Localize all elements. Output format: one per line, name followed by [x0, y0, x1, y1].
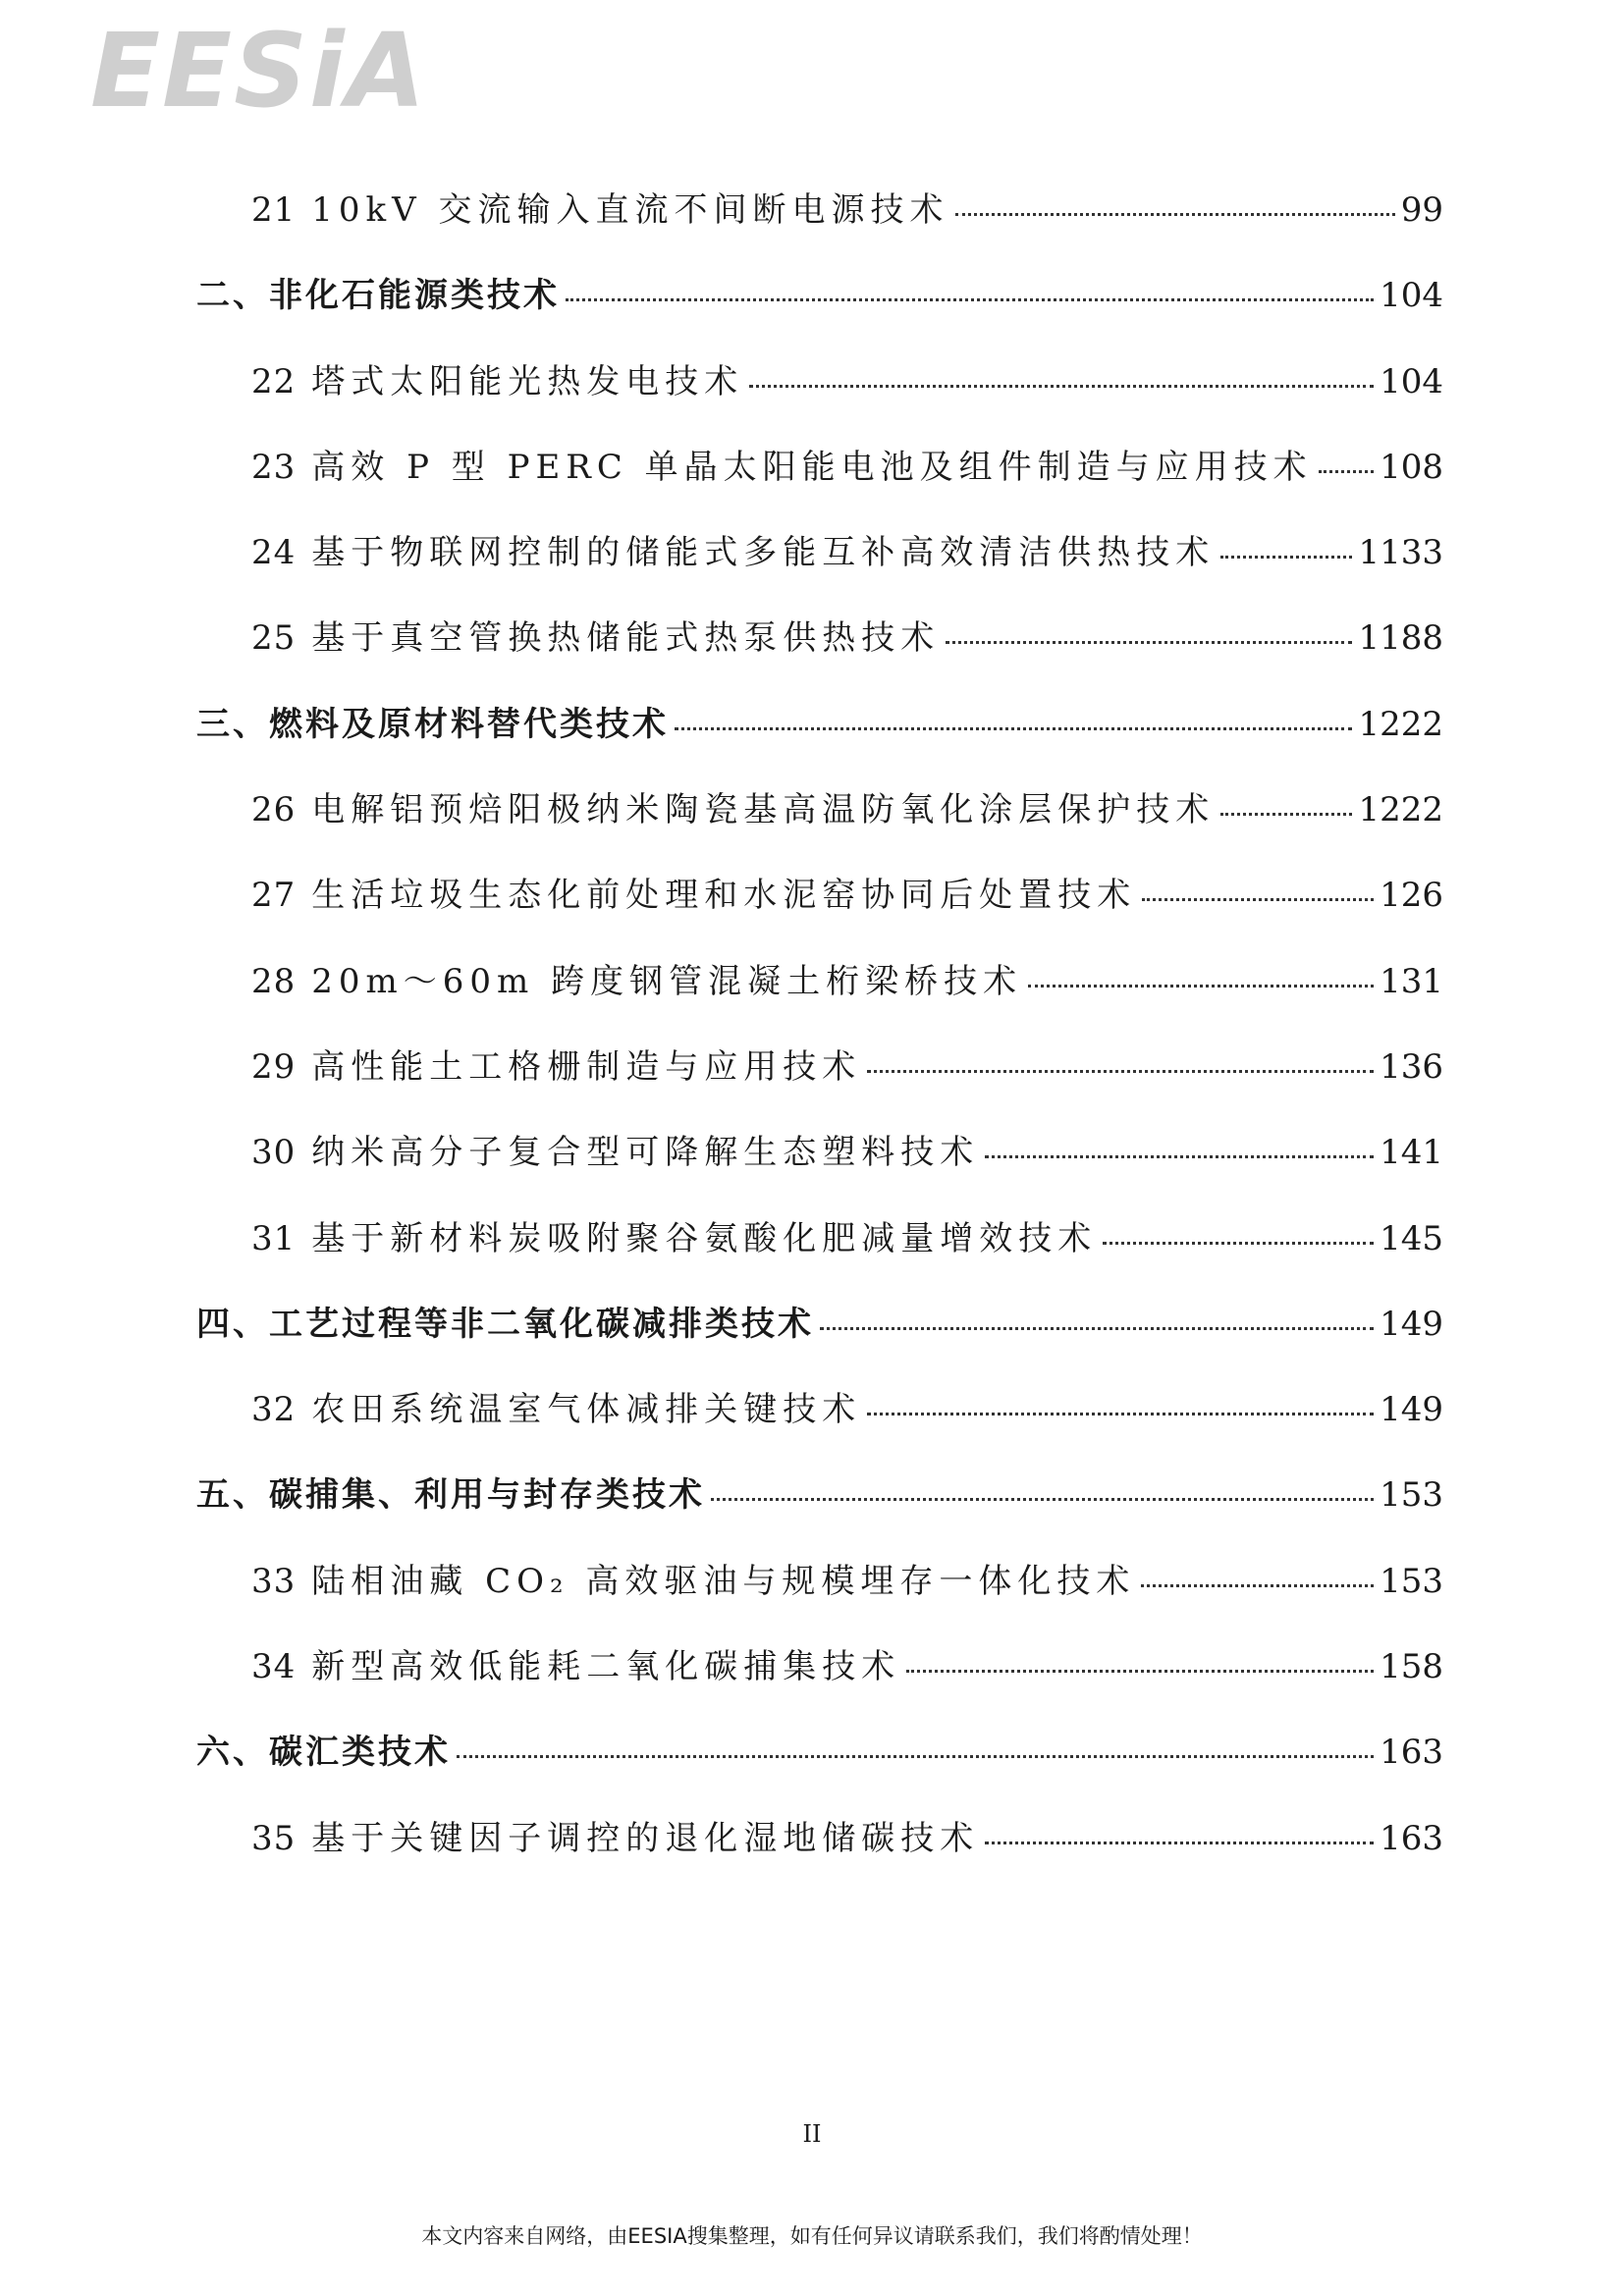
toc-item-title: 生活垃圾生态化前处理和水泥窑协同后处置技术	[311, 876, 1137, 916]
table-of-contents	[196, 183, 1443, 1896]
toc-item-row[interactable]	[196, 183, 1443, 268]
toc-item-title: 塔式太阳能光热发电技术	[311, 361, 744, 401]
toc-item-title: 基于物联网控制的储能式多能互补高效清洁供热技术	[311, 533, 1216, 573]
toc-item-row[interactable]	[196, 1125, 1443, 1210]
toc-item-row[interactable]	[196, 954, 1443, 1040]
dot-leader	[1142, 898, 1374, 901]
dot-leader	[985, 1842, 1374, 1844]
toc-item-number: 34	[251, 1647, 297, 1687]
toc-page-number: 104	[1380, 361, 1443, 401]
toc-item-number: 32	[251, 1390, 297, 1430]
toc-page-number: 1222	[1358, 790, 1443, 830]
toc-item-number: 26	[251, 790, 297, 830]
toc-item-number: 24	[251, 533, 297, 573]
toc-item-title: 纳米高分子复合型可降解生态塑料技术	[311, 1133, 980, 1173]
dot-leader	[1220, 813, 1352, 816]
toc-section-title: 五、碳捕集、利用与封存类技术	[196, 1475, 705, 1516]
toc-item-row[interactable]	[196, 1639, 1443, 1725]
toc-item-title: 20m～60m 跨度钢管混凝土桁梁桥技术	[311, 961, 1023, 1001]
toc-item-number: 22	[251, 361, 297, 401]
toc-page-number: 163	[1380, 1818, 1443, 1858]
dot-leader	[566, 298, 1374, 301]
toc-item-row[interactable]	[196, 868, 1443, 953]
dot-leader	[985, 1155, 1374, 1158]
toc-item-title: 高性能土工格栅制造与应用技术	[311, 1046, 862, 1087]
page-number: II	[802, 2120, 822, 2148]
toc-page-number: 141	[1380, 1133, 1443, 1173]
toc-page-number: 1188	[1358, 618, 1443, 659]
dot-leader	[1220, 556, 1352, 559]
dot-leader	[675, 727, 1352, 730]
toc-section-row[interactable]	[196, 1468, 1443, 1553]
toc-item-title: 基于关键因子调控的退化湿地储碳技术	[311, 1818, 980, 1858]
toc-section-row[interactable]	[196, 268, 1443, 353]
toc-section-row[interactable]	[196, 697, 1443, 782]
dot-leader	[711, 1498, 1374, 1501]
toc-page-number: 104	[1380, 276, 1443, 316]
dot-leader	[955, 213, 1395, 216]
dot-leader	[867, 1413, 1374, 1415]
dot-leader	[820, 1327, 1374, 1330]
toc-page-number: 145	[1380, 1218, 1443, 1258]
footer-disclaimer: 本文内容来自网络，由EESIA搜集整理，如有任何异议请联系我们，我们将酌情处理！	[421, 2224, 1203, 2248]
toc-item-number: 35	[251, 1818, 297, 1858]
toc-item-title: 新型高效低能耗二氧化碳捕集技术	[311, 1647, 901, 1687]
toc-page-number: 136	[1380, 1046, 1443, 1087]
dot-leader	[1141, 1584, 1374, 1587]
toc-item-number: 28	[251, 961, 297, 1001]
toc-item-title: 基于真空管换热储能式热泵供热技术	[311, 618, 941, 659]
toc-item-row[interactable]	[196, 354, 1443, 440]
toc-page-number: 131	[1380, 961, 1443, 1001]
toc-page-number: 126	[1380, 876, 1443, 916]
toc-item-title: 农田系统温室气体减排关键技术	[311, 1390, 862, 1430]
dot-leader	[906, 1670, 1374, 1673]
toc-item-row[interactable]	[196, 1382, 1443, 1468]
toc-item-number: 21	[251, 190, 297, 230]
toc-page-number: 153	[1380, 1475, 1443, 1516]
toc-item-number: 23	[251, 447, 297, 487]
dot-leader	[867, 1070, 1374, 1073]
toc-item-title: 基于新材料炭吸附聚谷氨酸化肥减量增效技术	[311, 1218, 1098, 1258]
dot-leader	[749, 385, 1374, 388]
dot-leader	[1103, 1242, 1374, 1245]
toc-page-number: 163	[1380, 1733, 1443, 1773]
toc-item-row[interactable]	[196, 1811, 1443, 1896]
toc-page-number: 108	[1380, 447, 1443, 487]
dot-leader	[946, 641, 1352, 644]
toc-section-title: 四、工艺过程等非二氧化碳减排类技术	[196, 1304, 814, 1344]
toc-page-number: 99	[1400, 190, 1443, 230]
toc-item-number: 25	[251, 618, 297, 659]
toc-item-title: 10kV 交流输入直流不间断电源技术	[311, 190, 949, 230]
toc-section-title: 三、燃料及原材料替代类技术	[196, 704, 669, 744]
toc-page-number: 158	[1380, 1647, 1443, 1687]
toc-item-row[interactable]	[196, 1211, 1443, 1297]
toc-item-number: 33	[251, 1561, 297, 1601]
toc-page-number: 149	[1380, 1390, 1443, 1430]
eesia-logo: EESiA	[90, 11, 428, 131]
toc-page-number: 1133	[1358, 533, 1443, 573]
toc-section-row[interactable]	[196, 1725, 1443, 1810]
toc-item-number: 31	[251, 1218, 297, 1258]
dot-leader	[1319, 470, 1374, 473]
toc-item-title: 陆相油藏 CO₂ 高效驱油与规模埋存一体化技术	[311, 1561, 1136, 1601]
toc-item-row[interactable]	[196, 611, 1443, 696]
toc-page-number: 1222	[1358, 704, 1443, 744]
toc-item-number: 27	[251, 876, 297, 916]
toc-section-title: 六、碳汇类技术	[196, 1733, 451, 1773]
toc-item-row[interactable]	[196, 1040, 1443, 1125]
toc-item-title: 高效 P 型 PERC 单晶太阳能电池及组件制造与应用技术	[311, 447, 1313, 487]
toc-item-number: 29	[251, 1046, 297, 1087]
toc-section-title: 二、非化石能源类技术	[196, 276, 560, 316]
toc-section-row[interactable]	[196, 1297, 1443, 1382]
toc-item-title: 电解铝预焙阳极纳米陶瓷基高温防氧化涂层保护技术	[311, 790, 1216, 830]
toc-item-row[interactable]	[196, 525, 1443, 611]
toc-item-row[interactable]	[196, 782, 1443, 868]
dot-leader	[457, 1755, 1374, 1758]
toc-page-number: 149	[1380, 1304, 1443, 1344]
toc-page-number: 153	[1380, 1561, 1443, 1601]
toc-item-number: 30	[251, 1133, 297, 1173]
dot-leader	[1028, 985, 1374, 988]
toc-item-row[interactable]	[196, 440, 1443, 525]
toc-item-row[interactable]	[196, 1554, 1443, 1639]
